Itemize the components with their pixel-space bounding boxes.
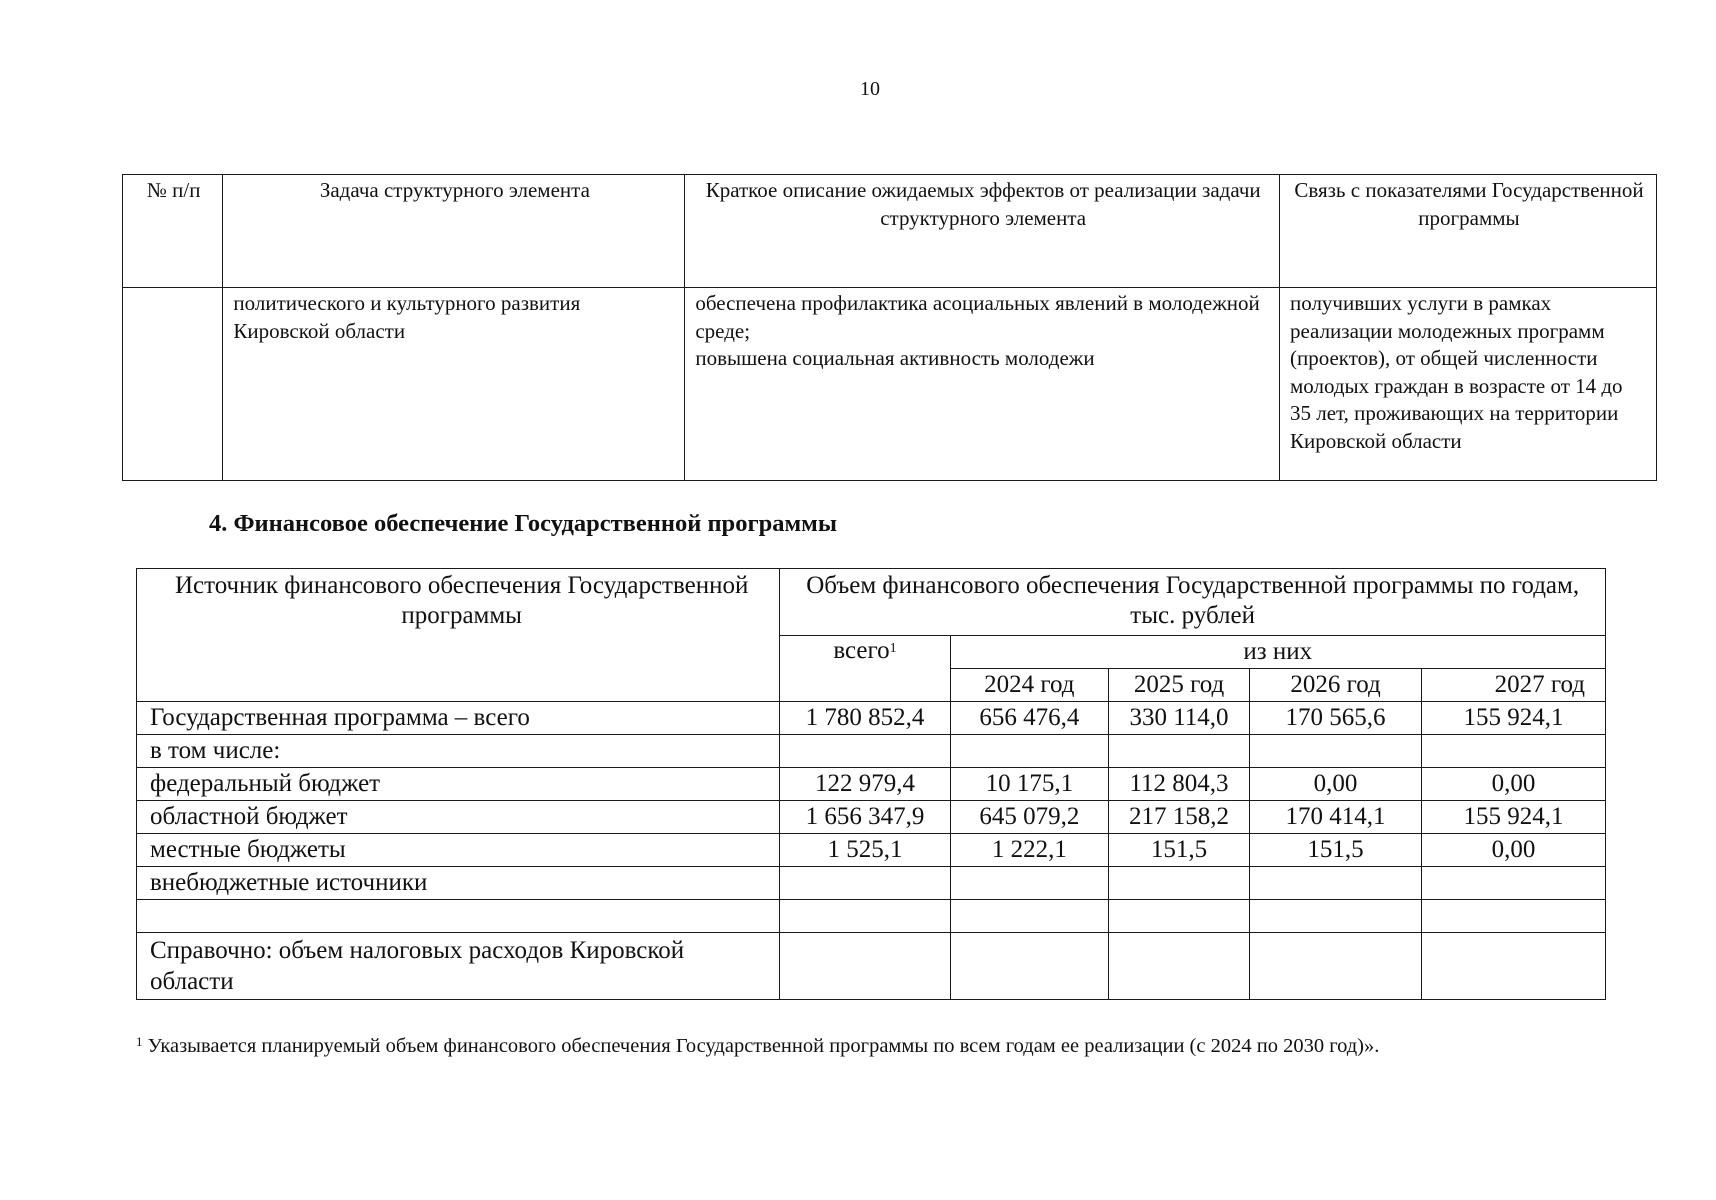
cell-2026 <box>1249 867 1421 900</box>
table-row <box>137 834 1606 867</box>
cell-2026 <box>1249 900 1421 933</box>
cell-2025 <box>1109 867 1250 900</box>
cell-2025 <box>1109 933 1250 1000</box>
cell-total: 122 979,4 <box>780 768 950 801</box>
header-year: 2026 год <box>1249 669 1421 702</box>
cell-2026 <box>1249 933 1421 1000</box>
cell-total: 1 525,1 <box>780 834 950 867</box>
cell-2024 <box>950 867 1108 900</box>
finance-table <box>136 568 1606 1000</box>
cell-description <box>685 288 1280 481</box>
footnote-marker: 1 <box>136 1034 143 1049</box>
header-source: Источник финансового обеспечения Государственной программы <box>137 569 780 702</box>
cell-indicator-link: получивших услуги в рамках реализации молодежных программ (проектов), от общей численности молодых граждан в возрасте от 14 до 35 лет, проживающих на территории Кировской области <box>1279 288 1656 481</box>
header-task: Задача структурного элемента <box>223 175 685 288</box>
header-year: 2027 год <box>1422 669 1606 702</box>
header-total <box>780 636 950 702</box>
finance-header-row <box>137 569 1606 636</box>
row-label <box>137 900 780 933</box>
header-of-which: из них <box>950 636 1605 669</box>
footnote-text: Указывается планируемый объем финансового обеспечения Государственной программы по всем годам ее реализации (с 2024 по 2030 год)». <box>147 1035 1380 1057</box>
row-label: областной бюджет <box>137 801 780 834</box>
cell-2024 <box>950 933 1108 1000</box>
table-header-row <box>123 175 1657 288</box>
cell-2025 <box>1109 735 1250 768</box>
row-label: Государственная программа – всего <box>137 702 780 735</box>
row-label: в том числе: <box>137 735 780 768</box>
header-total-label: всего <box>833 637 890 664</box>
cell-2026: 170 414,1 <box>1249 801 1421 834</box>
cell-2025 <box>1109 900 1250 933</box>
page-number: 10 <box>860 78 880 100</box>
cell-2025: 217 158,2 <box>1109 801 1250 834</box>
cell-total <box>780 933 950 1000</box>
table-row <box>137 867 1606 900</box>
header-indicator-link: Связь с показателями Государственной программы <box>1279 175 1656 288</box>
cell-2027 <box>1422 933 1606 1000</box>
cell-task: политического и культурного развития Кировской области <box>223 288 685 481</box>
cell-2024 <box>950 900 1108 933</box>
description-line: повышена социальная активность молодежи <box>695 346 1095 370</box>
cell-total: 1 656 347,9 <box>780 801 950 834</box>
cell-total <box>780 900 950 933</box>
cell-total: 1 780 852,4 <box>780 702 950 735</box>
cell-total <box>780 735 950 768</box>
cell-2027: 155 924,1 <box>1422 801 1606 834</box>
row-label: местные бюджеты <box>137 834 780 867</box>
cell-2025: 330 114,0 <box>1109 702 1250 735</box>
table-row <box>137 801 1606 834</box>
header-num: № п/п <box>123 175 223 288</box>
row-label: внебюджетные источники <box>137 867 780 900</box>
structural-element-table <box>122 174 1657 481</box>
cell-2024: 656 476,4 <box>950 702 1108 735</box>
header-volume: Объем финансового обеспечения Государственной программы по годам, тыс. рублей <box>780 569 1606 636</box>
header-year: 2024 год <box>950 669 1108 702</box>
cell-2024 <box>950 735 1108 768</box>
cell-2027: 0,00 <box>1422 768 1606 801</box>
cell-2024: 645 079,2 <box>950 801 1108 834</box>
table-row <box>137 702 1606 735</box>
section-title: 4. Финансовое обеспечение Государственной программы <box>209 510 837 537</box>
cell-2024: 1 222,1 <box>950 834 1108 867</box>
table-row <box>137 768 1606 801</box>
row-label: Справочно: объем налоговых расходов Кировской области <box>137 933 780 1000</box>
table-row <box>137 900 1606 933</box>
cell-2026 <box>1249 735 1421 768</box>
cell-2026: 0,00 <box>1249 768 1421 801</box>
header-description: Краткое описание ожидаемых эффектов от реализации задачи структурного элемента <box>685 175 1280 288</box>
table-row <box>137 933 1606 1000</box>
cell-2026: 151,5 <box>1249 834 1421 867</box>
footnote-ref: 1 <box>889 641 897 656</box>
row-label: федеральный бюджет <box>137 768 780 801</box>
cell-2027: 155 924,1 <box>1422 702 1606 735</box>
cell-2027 <box>1422 867 1606 900</box>
cell-2027: 0,00 <box>1422 834 1606 867</box>
description-line: обеспечена профилактика асоциальных явлений в молодежной среде; <box>695 291 1260 343</box>
cell-2026: 170 565,6 <box>1249 702 1421 735</box>
table-row <box>137 735 1606 768</box>
cell-total <box>780 867 950 900</box>
table-row <box>123 288 1657 481</box>
cell-2024: 10 175,1 <box>950 768 1108 801</box>
cell-2027 <box>1422 900 1606 933</box>
cell-2025: 151,5 <box>1109 834 1250 867</box>
cell-2027 <box>1422 735 1606 768</box>
cell-2025: 112 804,3 <box>1109 768 1250 801</box>
footnote <box>136 1032 1606 1060</box>
cell-num <box>123 288 223 481</box>
header-year: 2025 год <box>1109 669 1250 702</box>
